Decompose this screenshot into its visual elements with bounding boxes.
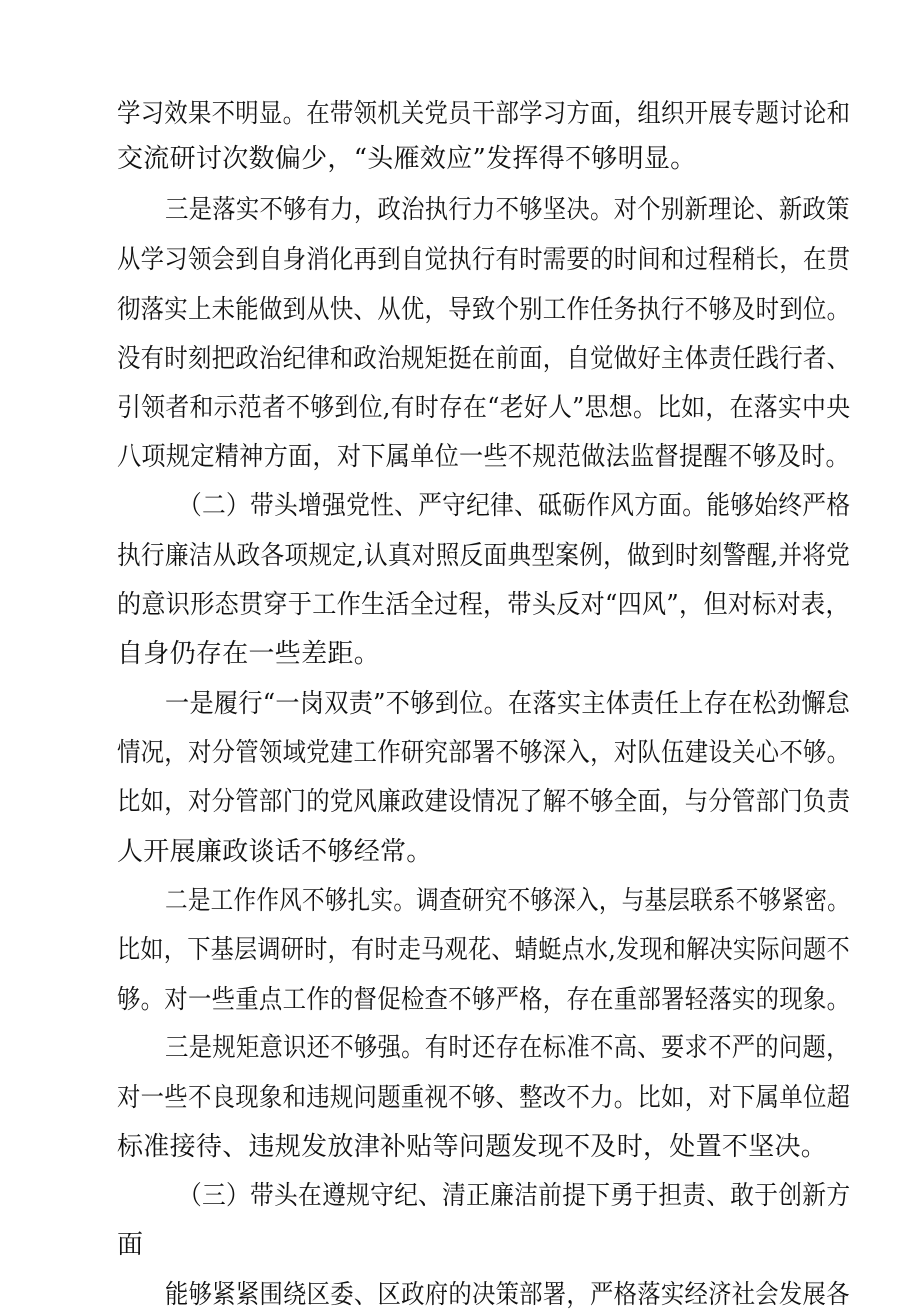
text-line: 比如，对分管部门的党风廉政建设情况了解不够全面，与分管部门负责	[117, 787, 851, 817]
text-line: 引领者和示范者不够到位,有时存在“老好人”思想。比如，在落实中央	[117, 393, 851, 423]
text-line: 执行廉洁从政各项规定,认真对照反面典型案例，做到时刻警醒,并将党	[117, 541, 851, 571]
text-line: 交流研讨次数偏少，“头雁效应”发挥得不够明显。	[117, 144, 697, 174]
text-line: 的意识形态贯穿于工作生活全过程，带头反对“四风”，但对标对表，	[117, 590, 850, 620]
text-line: 彻落实上未能做到从快、从优，导致个别工作任务执行不够及时到位。	[117, 295, 851, 325]
text-line: 标准接待、违规发放津补贴等问题发现不及时，处置不坚决。	[117, 1132, 828, 1162]
section-heading: （二）带头增强党性、严守纪律、砥砺作风方面。能够始终严格	[178, 491, 851, 521]
text-line: 自身仍存在一些差距。	[117, 639, 381, 669]
text-line: 从学习领会到自身消化再到自觉执行有时需要的时间和过程稍长，在贯	[117, 245, 851, 275]
text-line: 三是规矩意识还不够强。有时还存在标准不高、要求不严的问题，	[165, 1033, 850, 1063]
text-line: 对一些不良现象和违规问题重视不够、整改不力。比如，对下属单位超	[117, 1083, 851, 1113]
text-line: 比如，下基层调研时，有时走马观花、蜻蜓点水,发现和解决实际问题不	[117, 935, 850, 965]
text-line: 能够紧紧围绕区委、区政府的决策部署，严格落实经济社会发展各	[165, 1280, 850, 1310]
section-heading: （三）带头在遵规守纪、清正廉洁前提下勇于担责、敢于创新方	[178, 1181, 851, 1211]
text-line: 三是落实不够有力，政治执行力不够坚决。对个别新理论、新政策	[165, 195, 850, 225]
text-line: 八项规定精神方面，对下属单位一些不规范做法监督提醒不够及时。	[117, 442, 850, 472]
section-heading-continued: 面	[117, 1230, 144, 1260]
text-line: 二是工作作风不够扎实。调查研究不够深入，与基层联系不够紧密。	[165, 886, 851, 916]
text-line: 情况，对分管领域党建工作研究部署不够深入，对队伍建设关心不够。	[117, 738, 851, 768]
text-line: 学习效果不明显。在带领机关党员干部学习方面，组织开展专题讨论和	[117, 99, 851, 129]
text-line: 一是履行“一岗双责”不够到位。在落实主体责任上存在松劲懈怠	[165, 689, 851, 719]
text-line: 人开展廉政谈话不够经常。	[117, 837, 433, 867]
text-line: 够。对一些重点工作的督促检查不够严格，存在重部署轻落实的现象。	[117, 985, 851, 1015]
text-line: 没有时刻把政治纪律和政治规矩挺在前面，自觉做好主体责任践行者、	[117, 344, 851, 374]
